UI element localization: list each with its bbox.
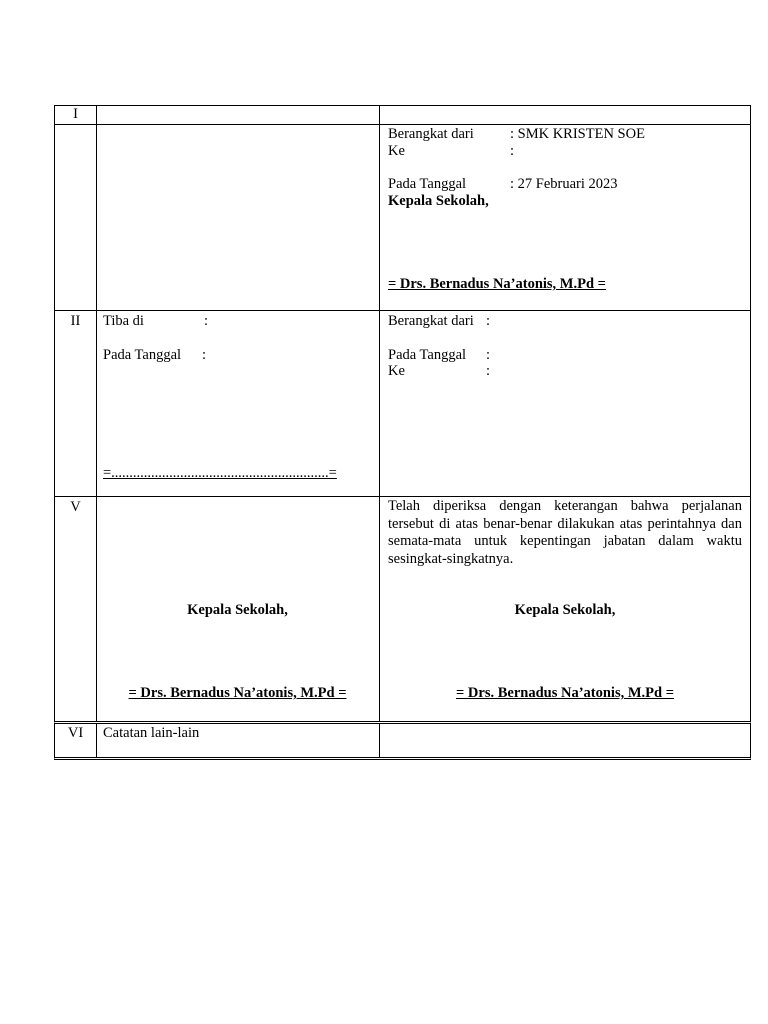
left-cell [96,311,380,496]
ke-label: Ke [388,363,405,379]
row-6 [54,721,751,760]
tanggal-colon: : [486,347,491,363]
berangkat-label: Berangkat dari [388,126,474,142]
ke-value: : [510,143,515,159]
tiba-label: Tiba di [103,313,144,329]
left-cell [96,724,380,757]
row-1-body [54,124,751,310]
row-number-cell [55,497,97,721]
berangkat-label: Berangkat dari [388,313,474,329]
row-number-cell [55,724,97,757]
row-number-cell [55,311,97,496]
travel-document-table [54,105,751,760]
signer-title: Kepala Sekolah, [514,602,616,618]
signer-title: Kepala Sekolah, [388,193,489,209]
left-cell [96,125,380,310]
tanggal-label: Pada Tanggal [388,347,467,363]
catatan-label: Catatan lain-lain [103,725,200,741]
row-5 [54,496,751,721]
signer-name: = Drs. Bernadus Na’atonis, M.Pd = [128,685,347,701]
right-cell [380,497,750,721]
row-number: V [70,499,81,515]
berangkat-colon: : [486,313,491,329]
signer-name: = Drs. Bernadus Na’atonis, M.Pd = [388,276,606,292]
signer-name: = Drs. Bernadus Na’atonis, M.Pd = [456,685,674,701]
verification-statement: Telah diperiksa dengan keterangan bahwa perjalanan tersebut di atas benar-benar dilakukan atas perintahnya dan semata-mata untuk kepentingan jabatan dalam waktu sesingkat-singkatnya. [388,498,742,567]
tiba-colon: : [204,313,209,329]
tanggal-value: : 27 Februari 2023 [510,176,618,192]
row-number-cell [55,125,97,310]
row-1-header [54,105,751,124]
tanggal-colon: : [202,347,207,363]
signature-line: =............................................................= [103,465,337,481]
row-number: VI [67,725,84,741]
ke-label: Ke [388,143,405,159]
signer-title: Kepala Sekolah, [187,602,288,618]
row-number: II [70,313,81,329]
tanggal-label: Pada Tanggal [388,176,467,192]
ke-colon: : [486,363,491,379]
right-cell [380,125,750,310]
right-cell [380,724,750,757]
row-number-cell [55,106,97,124]
right-cell [380,106,750,124]
right-cell [380,311,750,496]
row-number: I [73,106,78,122]
row-2 [54,310,751,496]
berangkat-value: : SMK KRISTEN SOE [510,126,645,142]
left-cell [96,497,380,721]
left-cell [96,106,380,124]
tanggal-label: Pada Tanggal [103,347,182,363]
